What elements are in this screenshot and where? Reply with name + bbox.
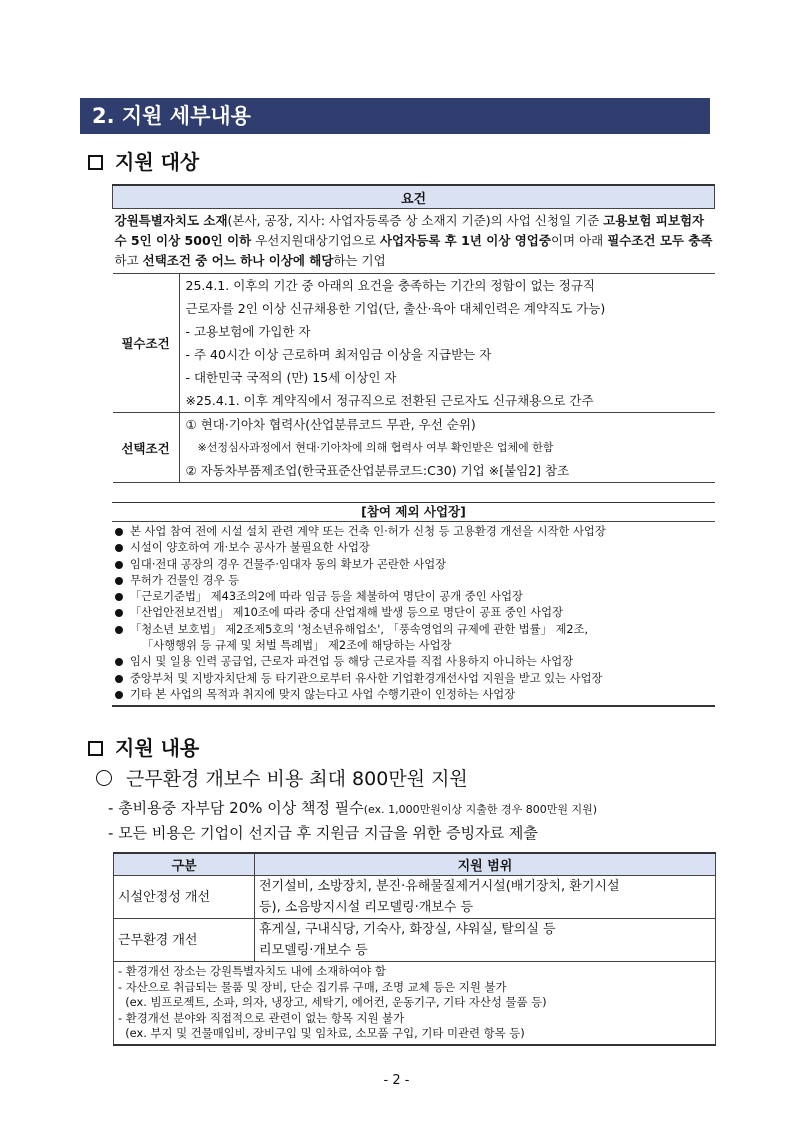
lead-run: 하는 기업: [333, 253, 386, 268]
dash2-text: 모든 비용은 기업이 선지급 후 지원금 지급을 위한 증빙자료 제출: [118, 824, 538, 842]
bullet-icon: [115, 593, 123, 601]
optional-line: ② 자동차부품제조업(한국표준산업분류코드:C30) 기업 ※[붙임2] 참조: [185, 463, 570, 478]
bullet-icon: [115, 626, 123, 634]
dash1-small: (ex. 1,000만원이상 지출한 경우 800만원 지원): [363, 803, 598, 816]
optional-note: ※선정심사과정에서 현대·기아차에 의해 협력사 여부 확인받은 업체에 한함: [197, 441, 554, 454]
optional-line: ① 현대·기아차 협력사(산업분류코드 무관, 우선 순위): [185, 417, 476, 432]
scope-category: 시설안정성 개선: [114, 876, 255, 919]
scope-col-range: 지원 범위: [255, 853, 716, 876]
required-line: 근로자를 2인 이상 신규채용한 기업(단, 출산·육아 대체인력은 계약직도 가능): [185, 301, 606, 316]
bullet-icon: [115, 528, 123, 536]
scope-table: [113, 852, 716, 1046]
dash-item-1: - 총비용중 자부담 20% 이상 책정 필수(ex. 1,000만원이상 지출한 경우 800만원 지원): [108, 799, 598, 817]
scope-range: 휴게실, 구내식당, 기숙사, 화장실, 샤워실, 탈의실 등 리모델링·개보수 등: [255, 919, 716, 962]
square-bullet-icon: [88, 155, 103, 170]
list-item: 임대·전대 공장의 경우 건물주·임대자 동의 확보가 곤란한 사업장: [112, 557, 715, 573]
list-item: 본 사업 참여 전에 시설 설치 관련 계약 또는 건축 인·허가 신청 등 고용환경 개선을 시작한 사업장: [112, 524, 715, 540]
circle-item-text: 근무환경 개보수 비용 최대 800만원 지원: [126, 768, 468, 790]
list-item: 「산업안전보건법」 제10조에 따라 중대 산업재해 발생 등으로 명단이 공표 중인 사업장: [112, 605, 715, 621]
required-conditions: [179, 274, 715, 413]
circle-item: [96, 764, 468, 791]
circle-bullet-icon: [96, 770, 112, 786]
lead-run: 하고: [114, 253, 143, 268]
lead-run: 사업자등록 후 1년 이상 영업중: [379, 233, 551, 248]
lead-run: 이며 아래: [550, 233, 608, 248]
bullet-icon: [115, 577, 123, 585]
bullet-icon: [115, 691, 123, 699]
section-title: 2. 지원 세부내용: [80, 98, 710, 134]
optional-label: 선택조건: [113, 413, 180, 483]
required-line: - 고용보험에 가입한 자: [185, 324, 311, 339]
list-item: 「청소년 보호법」 제2조제5호의 '청소년유해업소', 「풍속영업의 규제에 관한 법률」 제2조,: [112, 622, 715, 638]
heading-content: [88, 732, 199, 761]
dash-item-2: - 모든 비용은 기업이 선지급 후 지원금 지급을 위한 증빙자료 제출: [108, 824, 538, 842]
required-label: 필수조건: [113, 274, 180, 413]
lead-run: 우선지원대상기업으로: [251, 233, 380, 248]
table-row: [114, 876, 716, 919]
scope-notes: - 환경개선 장소는 강원특별자치도 내에 소재하여야 함 - 자산으로 취급되는 물품 및 장비, 단순 집기류 구매, 조명 교체 등은 지원 불가 (ex. 빔프로젝트, 소파, 의자, 냉장고, 세탁기, 에어컨, 운동기구, 기타 자산성 물품 등) - 환경개선 분야와 직접적으로 관련이 없는 항목 지원 불가 (ex. 부지 및 건물매입비, 장비구입 및 임차료, 소모품 구입, 기타 미관련 항목 등): [114, 962, 716, 1045]
dash1-main: 총비용중 자부담 20% 이상 책정 필수: [118, 799, 364, 817]
excluded-box: [112, 502, 715, 707]
list-item-continuation: 「사행행위 등 규제 및 처벌 특례법」 제2조에 해당하는 사업장: [142, 639, 452, 653]
bullet-icon: [115, 658, 123, 666]
list-item: 「근로기준법」 제43조의2에 따라 임금 등을 체불하여 명단이 공개 중인 사업장: [112, 589, 715, 605]
scope-col-category: 구분: [114, 853, 255, 876]
heading-target: [88, 146, 199, 175]
list-item: 중앙부처 및 지방자치단체 등 타기관으로부터 유사한 기업환경개선사업 지원을 받고 있는 사업장: [112, 671, 715, 687]
bullet-icon: [115, 561, 123, 569]
page-number: - 2 -: [383, 1073, 410, 1088]
table-row: [114, 962, 716, 1045]
req-lead-text: [113, 209, 715, 274]
heading-content-text: 지원 내용: [115, 736, 200, 760]
lead-run: (본사, 공장, 지사: 사업자등록증 상 소재지 기준)의 사업 신청일 기준: [227, 213, 604, 228]
excluded-list: [112, 524, 715, 703]
req-header: 요건: [113, 185, 715, 209]
square-bullet-icon: [88, 741, 103, 756]
bullet-icon: [115, 675, 123, 683]
heading-target-text: 지원 대상: [115, 150, 200, 174]
list-item: 기타 본 사업의 목적과 취지에 맞지 않는다고 사업 수행기관이 인정하는 사업장: [112, 687, 715, 703]
list-item: 시설이 양호하여 개·보수 공사가 불필요한 사업장: [112, 540, 715, 556]
scope-range: 전기설비, 소방장치, 분진·유해물질제거시설(배기장치, 환기시설 등), 소음방지시설 리모델링·개보수 등: [255, 876, 716, 919]
requirements-table: [112, 184, 715, 483]
required-line: ※25.4.1. 이후 계약직에서 정규직으로 전환된 근로자도 신규채용으로 간주: [185, 393, 594, 408]
list-item: 무허가 건물인 경우 등: [112, 573, 715, 589]
bullet-icon: [115, 609, 123, 617]
lead-run: 선택조건 중 어느 하나 이상에 해당: [142, 253, 334, 268]
table-row: [114, 919, 716, 962]
list-item: 임시 및 일용 인력 공급업, 근로자 파견업 등 해당 근로자를 직접 사용하지 아니하는 사업장: [112, 654, 715, 670]
required-line: - 주 40시간 이상 근로하며 최저임금 이상을 지급받는 자: [185, 347, 492, 362]
optional-conditions: [179, 413, 715, 483]
lead-run: 강원특별자치도 소재: [114, 213, 228, 228]
lead-run: 고용보험 피보험자 수 5인 이상 500인 이하: [114, 213, 705, 248]
required-line: 25.4.1. 이후의 기간 중 아래의 요건을 충족하는 기간의 정함이 없는 정규직: [185, 278, 595, 293]
scope-category: 근무환경 개선: [114, 919, 255, 962]
lead-run: 필수조건 모두 충족: [607, 233, 713, 248]
bullet-icon: [115, 544, 123, 552]
excluded-title: [참여 제외 사업장]: [112, 503, 715, 522]
required-line: - 대한민국 국적의 (만) 15세 이상인 자: [185, 370, 397, 385]
